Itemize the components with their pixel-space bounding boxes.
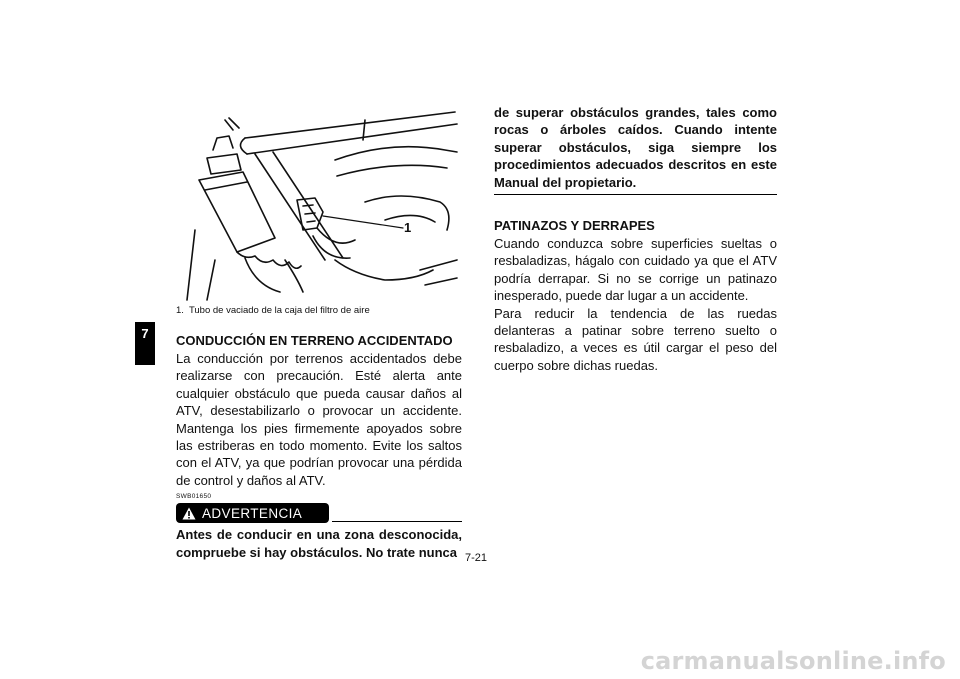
warning-divider <box>332 521 462 522</box>
caption-text: Tubo de vaciado de la caja del filtro de aire <box>188 305 370 316</box>
warning-text-part1: Antes de conducir en una zona desconocida, compruebe si hay obstáculos. No trate nunca <box>176 527 462 560</box>
right-column <box>494 104 777 374</box>
section-heading-skids: PATINAZOS Y DERRAPES <box>494 218 655 234</box>
figure-airbox-drain-tube <box>185 110 460 302</box>
warning-end-rule <box>494 194 777 195</box>
caption-number: 1. <box>176 305 184 316</box>
figure-caption <box>176 305 370 316</box>
section-body-rough-terrain: La conducción por terrenos accidentados debe realizarse con precaución. Esté alerta ante cualquier obstáculo que pueda causar daños al ATV, desestabilizarlo o provocar un accidente. Mantenga los pies firmemente apoyados sobre las estriberas en todo momento. Evite los saltos con el ATV, ya que podrían provocar una pérdida de control y daños al ATV. <box>176 351 462 488</box>
warning-code: SWB01650 <box>176 493 212 501</box>
page-number: 7-21 <box>465 552 488 564</box>
warning-label: ADVERTENCIA <box>202 505 303 521</box>
warning-text-part2: de superar obstáculos grandes, tales como rocas o árboles caídos. Cuando intente superar obstáculos, siga siempre los procedimientos adecuados descritos en este Manual del propietario. <box>494 105 777 190</box>
figure-callout-number: 1 <box>404 220 412 235</box>
warning-triangle-icon <box>182 507 196 520</box>
airbox-drain-illustration <box>185 110 460 302</box>
section-body-skids-para2: Para reducir la tendencia de las ruedas delanteras a patinar sobre terreno suelto o resbaladizo, a veces es útil cargar el peso del cuerpo sobre dichas ruedas. <box>494 305 777 373</box>
watermark: carmanualsonline.info <box>640 647 946 675</box>
chapter-tab: 7 <box>135 322 155 365</box>
warning-label-box <box>176 503 329 523</box>
warning-banner <box>176 501 462 523</box>
section-heading-rough-terrain: CONDUCCIÓN EN TERRENO ACCIDENTADO <box>176 333 453 348</box>
section-body-skids-para1: Cuando conduzca sobre superficies sueltas o resbaladizas, hágalo con cuidado ya que el ATV podría derrapar. Si no se corrige un patinazo inesperado, puede dar lugar a un accidente. <box>494 236 777 304</box>
left-column <box>176 331 462 561</box>
